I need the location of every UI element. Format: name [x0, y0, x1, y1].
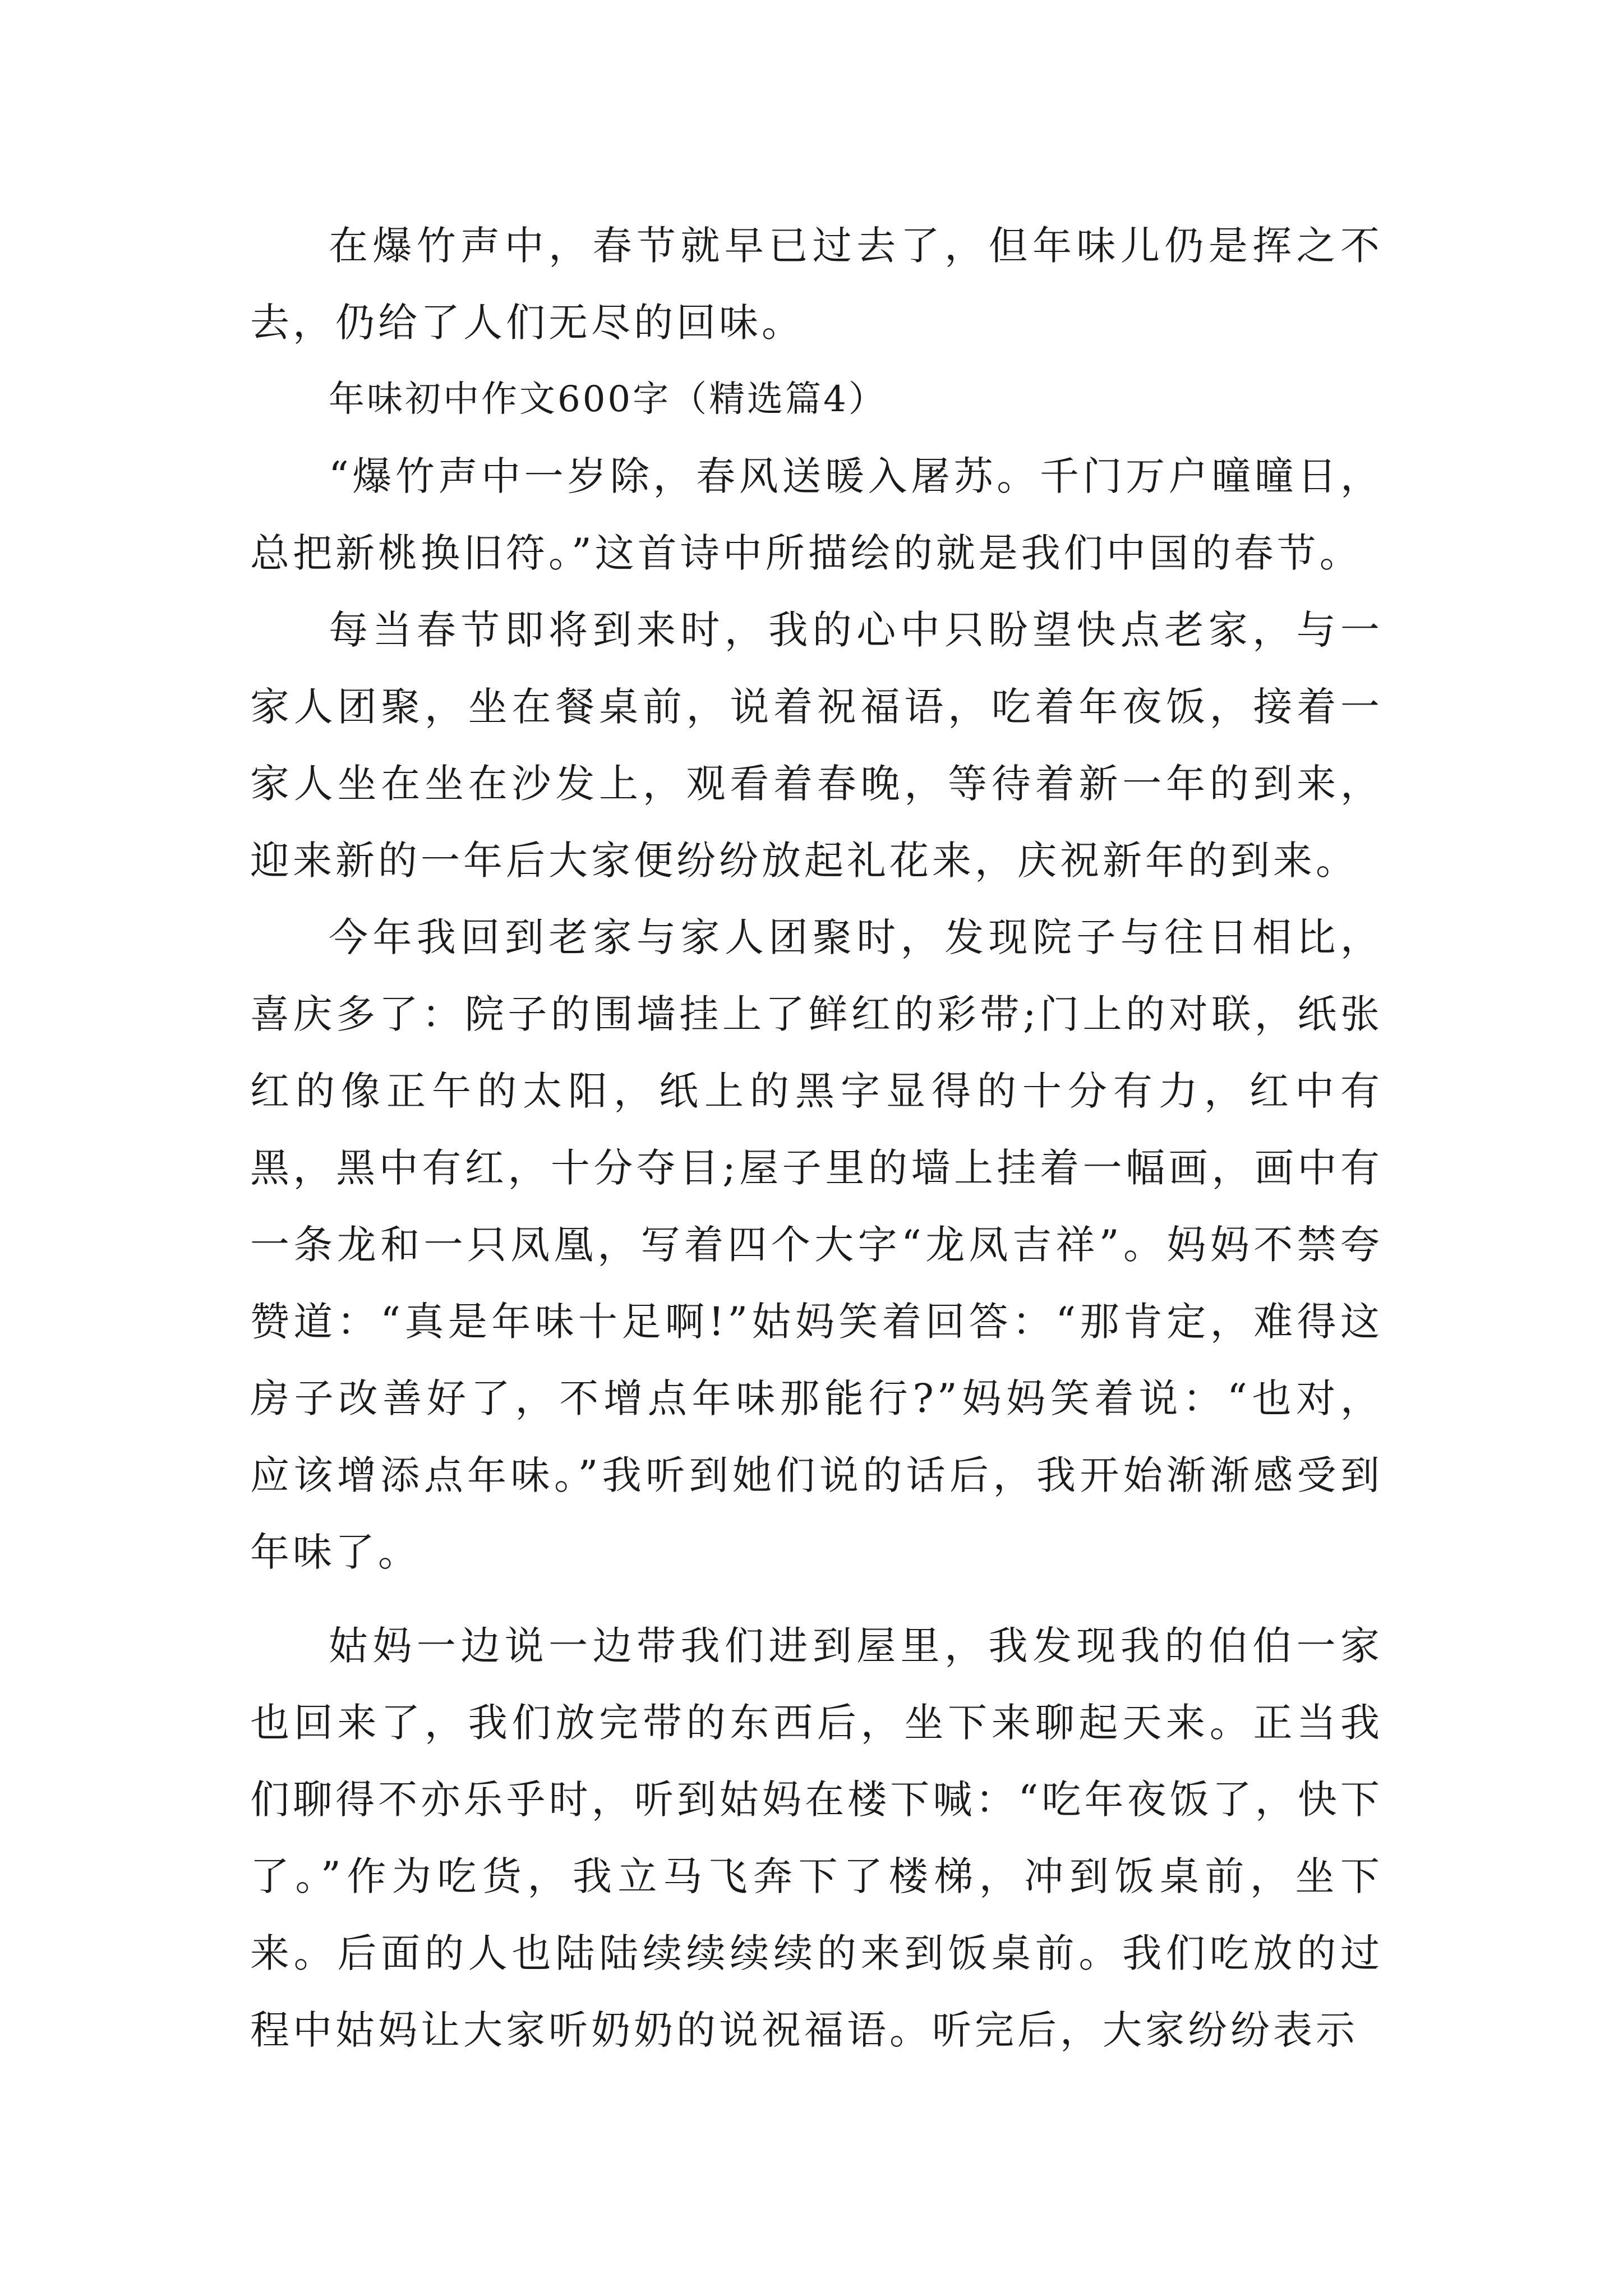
- paragraph-courtyard: 今年我回到老家与家人团聚时，发现院子与往日相比，喜庆多了：院子的围墙挂上了鲜红的彩带;门上的对联，纸张红的像正午的太阳，纸上的黑字显得的十分有力，红中有黑，黑中有红，十分夺目;屋子里的墙上挂着一幅画，画中有一条龙和一只凤凰，写着四个大字“龙凤吉祥”。妈妈不禁夸赞道：“真是年味十足啊!”姑妈笑着回答：“那肯定，难得这房子改善好了，不增点年味那能行?”妈妈笑着说：“也对，应该增添点年味。”我听到她们说的话后，我开始渐渐感受到年味了。: [250, 914, 1383, 1575]
- paragraph-gap: [250, 1591, 1383, 1608]
- paragraph-new-year-dinner: 姑妈一边说一边带我们进到屋里，我发现我的伯伯一家也回来了，我们放完带的东西后，坐下来聊起天来。正当我们聊得不亦乐乎时，听到姑妈在楼下喊：“吃年夜饭了，快下了。”作为吃货，我立马飞奔下了楼梯，冲到饭桌前，坐下来。后面的人也陆陆续续续续的来到饭桌前。我们吃放的过程中姑妈让大家听奶奶的说祝福语。听完后，大家纷纷表示: [250, 1623, 1383, 2053]
- paragraph-spring-festival-wish: 每当春节即将到来时，我的心中只盼望快点老家，与一家人团聚，坐在餐桌前，说着祝福语，吃着年夜饭，接着一家人坐在坐在沙发上，观看着春晚，等待着新一年的到来，迎来新的一年后大家便纷纷放起礼花来，庆祝新年的到来。: [250, 607, 1383, 884]
- paragraph-poem: “爆竹声中一岁除，春风送暖入屠苏。千门万户曈曈日，总把新桃换旧符。”这首诗中所描绘的就是我们中国的春节。: [250, 453, 1383, 576]
- essay-heading: 年味初中作文600字（精选篇4）: [329, 379, 887, 420]
- paragraph-intro-ending: 在爆竹声中，春节就早已过去了，但年味儿仍是挥之不去，仍给了人们无尽的回味。: [250, 223, 1383, 346]
- document-body: [250, 208, 1383, 2069]
